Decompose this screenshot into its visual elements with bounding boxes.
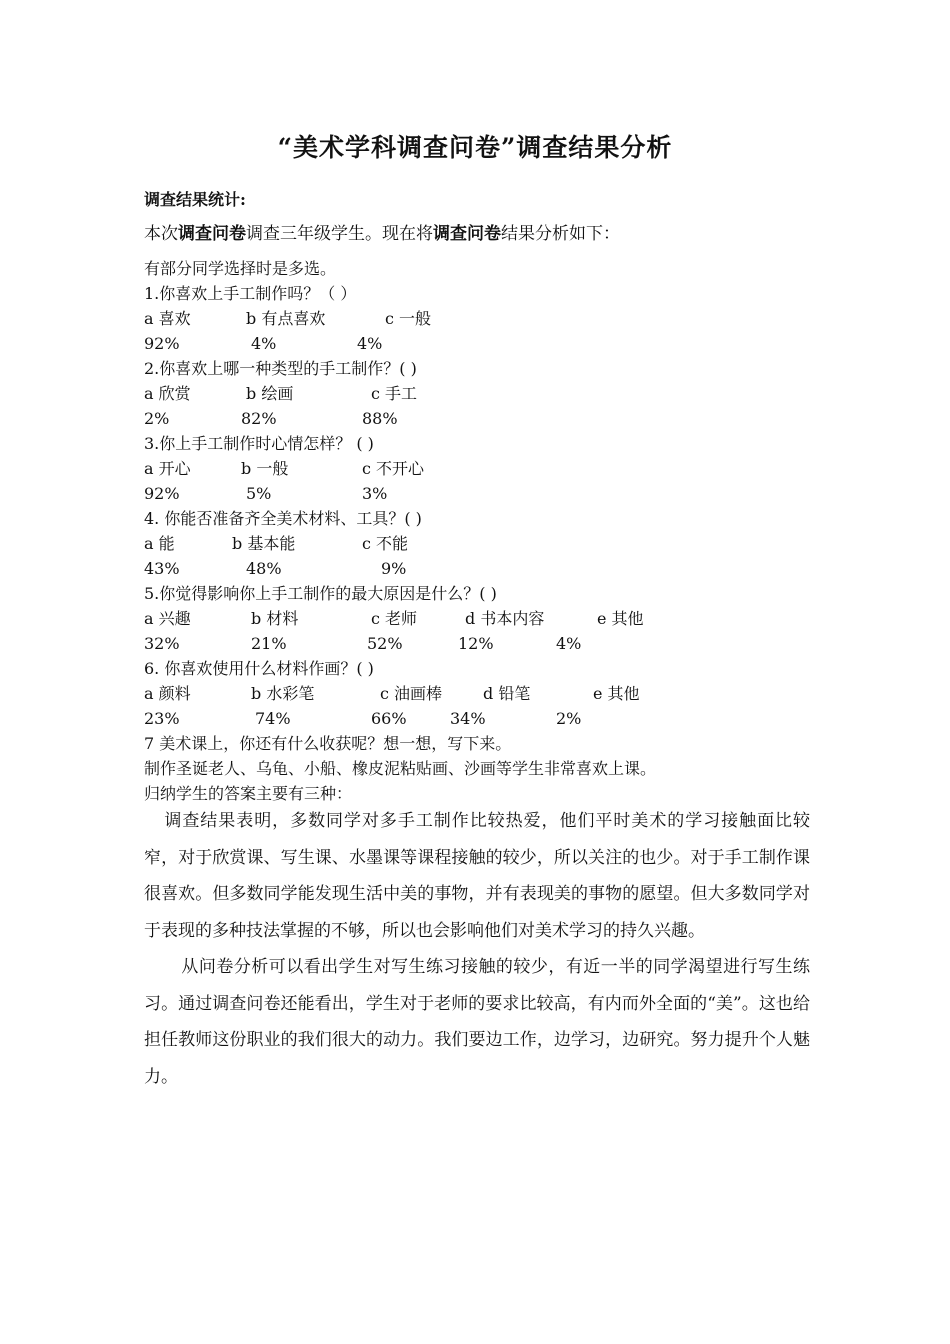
percent: 82% [241, 409, 277, 428]
question-5-percents [144, 631, 810, 656]
question-7-answer: 制作圣诞老人、乌龟、小船、橡皮泥粘贴画、沙画等学生非常喜欢上课。 [144, 759, 657, 778]
percent: 34% [450, 709, 486, 728]
question-3: 3.你上手工制作时心情怎样？ ( ) [144, 434, 374, 453]
question-2-percents [144, 406, 810, 431]
option: c 不能 [362, 534, 409, 553]
option: c 老师 [371, 609, 418, 628]
percent: 4% [357, 334, 383, 353]
question-3-percents [144, 481, 810, 506]
percent: 23% [144, 709, 180, 728]
option: b 一般 [241, 459, 289, 478]
question-4: 4. 你能否准备齐全美术材料、工具？( ) [144, 509, 422, 528]
intro-text-1: 本次 [144, 224, 178, 244]
analysis-paragraph-2: 从问卷分析可以看出学生对写生练习接触的较少，有近一半的同学渴望进行写生练习。通过调查问卷还能看出，学生对于老师的要求比较高，有内而外全面的“美”。这也给担任教师这份职业的我们很大的动力。我们要边工作，边学习，边研究。努力提升个人魅力。 [144, 957, 810, 1087]
document-body [144, 186, 810, 1095]
option: a 欣赏 [144, 384, 191, 403]
section-subtitle: 调查结果统计: [144, 190, 246, 209]
question-2-options [144, 381, 810, 406]
percent: 2% [144, 409, 170, 428]
intro-bold-2: 调查问卷 [433, 224, 501, 244]
intro-text-2: 调查三年级学生。现在将 [246, 224, 433, 244]
percent: 52% [367, 634, 403, 653]
option: a 能 [144, 534, 175, 553]
intro-bold-1: 调查问卷 [178, 224, 246, 244]
option: b 有点喜欢 [246, 309, 326, 328]
percent: 43% [144, 559, 180, 578]
question-4-options [144, 531, 810, 556]
percent: 5% [246, 484, 272, 503]
percent: 4% [251, 334, 277, 353]
percent: 3% [362, 484, 388, 503]
intro-text-3: 结果分析如下： [501, 224, 620, 244]
option: c 油画棒 [380, 684, 443, 703]
analysis-paragraph-1: 调查结果表明，多数同学对多手工制作比较热爱，他们平时美术的学习接触面比较窄，对于欣赏课、写生课、水墨课等课程接触的较少，所以关注的也少。对于手工制作课很喜欢。但多数同学能发现生活中美的事物，并有表现美的事物的愿望。但大多数同学对于表现的多种技法掌握的不够，所以也会影响他们对美术学习的持久兴趣。 [144, 811, 810, 941]
percent: 12% [458, 634, 494, 653]
percent: 66% [371, 709, 407, 728]
question-6-percents [144, 706, 810, 731]
percent: 9% [381, 559, 407, 578]
question-1-options [144, 306, 810, 331]
question-7: 7 美术课上，你还有什么收获呢？想一想，写下来。 [144, 734, 512, 753]
option: a 颜料 [144, 684, 191, 703]
survey-results [144, 256, 810, 806]
option: b 水彩笔 [251, 684, 315, 703]
option: e 其他 [597, 609, 644, 628]
percent: 32% [144, 634, 180, 653]
option: d 铅笔 [483, 684, 531, 703]
percent: 2% [556, 709, 582, 728]
percent: 74% [255, 709, 291, 728]
question-2: 2.你喜欢上哪一种类型的手工制作？( ) [144, 359, 417, 378]
option: b 基本能 [232, 534, 296, 553]
option: c 一般 [385, 309, 432, 328]
option: a 开心 [144, 459, 191, 478]
question-6-options [144, 681, 810, 706]
percent: 92% [144, 334, 180, 353]
intro-sentence [144, 220, 810, 248]
multi-select-note: 有部分同学选择时是多选。 [144, 259, 337, 278]
percent: 88% [362, 409, 398, 428]
question-5: 5.你觉得影响你上手工制作的最大原因是什么？( ) [144, 584, 497, 603]
question-4-percents [144, 556, 810, 581]
option: b 材料 [251, 609, 299, 628]
percent: 92% [144, 484, 180, 503]
option: e 其他 [593, 684, 640, 703]
option: d 书本内容 [465, 609, 545, 628]
question-6: 6. 你喜欢使用什么材料作画？( ) [144, 659, 374, 678]
option: c 不开心 [362, 459, 425, 478]
percent: 4% [556, 634, 582, 653]
question-3-options [144, 456, 810, 481]
document-title: “美术学科调查问卷”调查结果分析 [277, 133, 673, 162]
option: c 手工 [371, 384, 418, 403]
option: a 喜欢 [144, 309, 191, 328]
option: a 兴趣 [144, 609, 191, 628]
question-1: 1.你喜欢上手工制作吗？（ ） [144, 284, 357, 303]
option: b 绘画 [246, 384, 294, 403]
question-5-options [144, 606, 810, 631]
percent: 48% [246, 559, 282, 578]
percent: 21% [251, 634, 287, 653]
summary-intro: 归纳学生的答案主要有三种： [144, 784, 353, 803]
question-1-percents [144, 331, 810, 356]
